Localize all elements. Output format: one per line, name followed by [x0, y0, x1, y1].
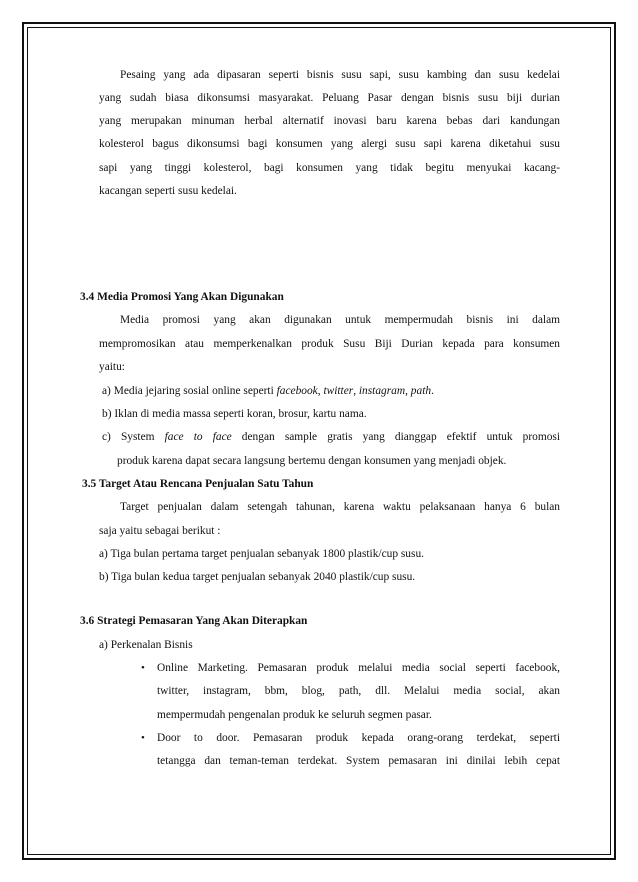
section-heading: 3.6 Strategi Pemasaran Yang Akan Diterapkan	[80, 615, 308, 627]
paragraph-line: kacangan seperti susu kedelai.	[99, 185, 237, 197]
list-item: a) Media jejaring sosial online seperti facebook, twitter, instagram, path.	[102, 385, 434, 397]
list-item: c) System face to face dengan sample gratis yang dianggap efektif untuk promosi	[102, 431, 560, 443]
bullet-line: tetangga dan teman-teman terdekat. System pemasaran ini dinilai lebih cepat	[157, 755, 560, 767]
paragraph-line: Pesaing yang ada dipasaran seperti bisnis susu sapi, susu kambing dan susu kedelai	[120, 69, 560, 81]
bullet-line: Online Marketing. Pemasaran produk melalui media social seperti facebook,	[157, 662, 560, 674]
paragraph-line: sapi yang tinggi kolesterol, bagi konsumen yang tidak begitu menyukai kacang-	[99, 162, 560, 174]
list-item: a) Perkenalan Bisnis	[99, 639, 193, 651]
paragraph-line: yaitu:	[99, 361, 125, 373]
paragraph-line: Target penjualan dalam setengah tahunan, karena waktu pelaksanaan hanya 6 bulan	[120, 501, 560, 513]
paragraph-line: mempromosikan atau memperkenalkan produk Susu Biji Durian kepada para konsumen	[99, 338, 560, 350]
paragraph-line: saja yaitu sebagai berikut :	[99, 525, 221, 537]
bullet-line: mempermudah pengenalan produk ke seluruh segmen pasar.	[157, 709, 432, 721]
list-item-continuation: produk karena dapat secara langsung bertemu dengan konsumen yang menjadi objek.	[117, 455, 507, 467]
list-item: a) Tiga bulan pertama target penjualan sebanyak 1800 plastik/cup susu.	[99, 548, 424, 560]
paragraph-line: yang merupakan minuman herbal alternatif inovasi baru karena bebas dari kandungan	[99, 115, 560, 127]
paragraph-line: Media promosi yang akan digunakan untuk mempermudah bisnis ini dalam	[120, 314, 560, 326]
list-item: b) Tiga bulan kedua target penjualan sebanyak 2040 plastik/cup susu.	[99, 571, 416, 583]
list-item: b) Iklan di media massa seperti koran, brosur, kartu nama.	[102, 408, 367, 420]
section-heading: 3.4 Media Promosi Yang Akan Digunakan	[80, 291, 284, 303]
bullet-line: Door to door. Pemasaran produk kepada orang-orang terdekat, seperti	[157, 732, 560, 744]
bullet-icon: •	[141, 662, 145, 674]
paragraph-line: kolesterol bagus dikonsumsi bagi konsumen yang alergi susu sapi karena diketahui susu	[99, 138, 560, 150]
bullet-line: twitter, instagram, bbm, blog, path, dll. Melalui media social, akan	[157, 685, 560, 697]
section-heading: 3.5 Target Atau Rencana Penjualan Satu Tahun	[82, 478, 314, 490]
bullet-icon: •	[141, 732, 145, 744]
paragraph-line: yang sudah biasa dikonsumsi masyarakat. Peluang Pasar dengan bisnis susu biji durian	[99, 92, 560, 104]
